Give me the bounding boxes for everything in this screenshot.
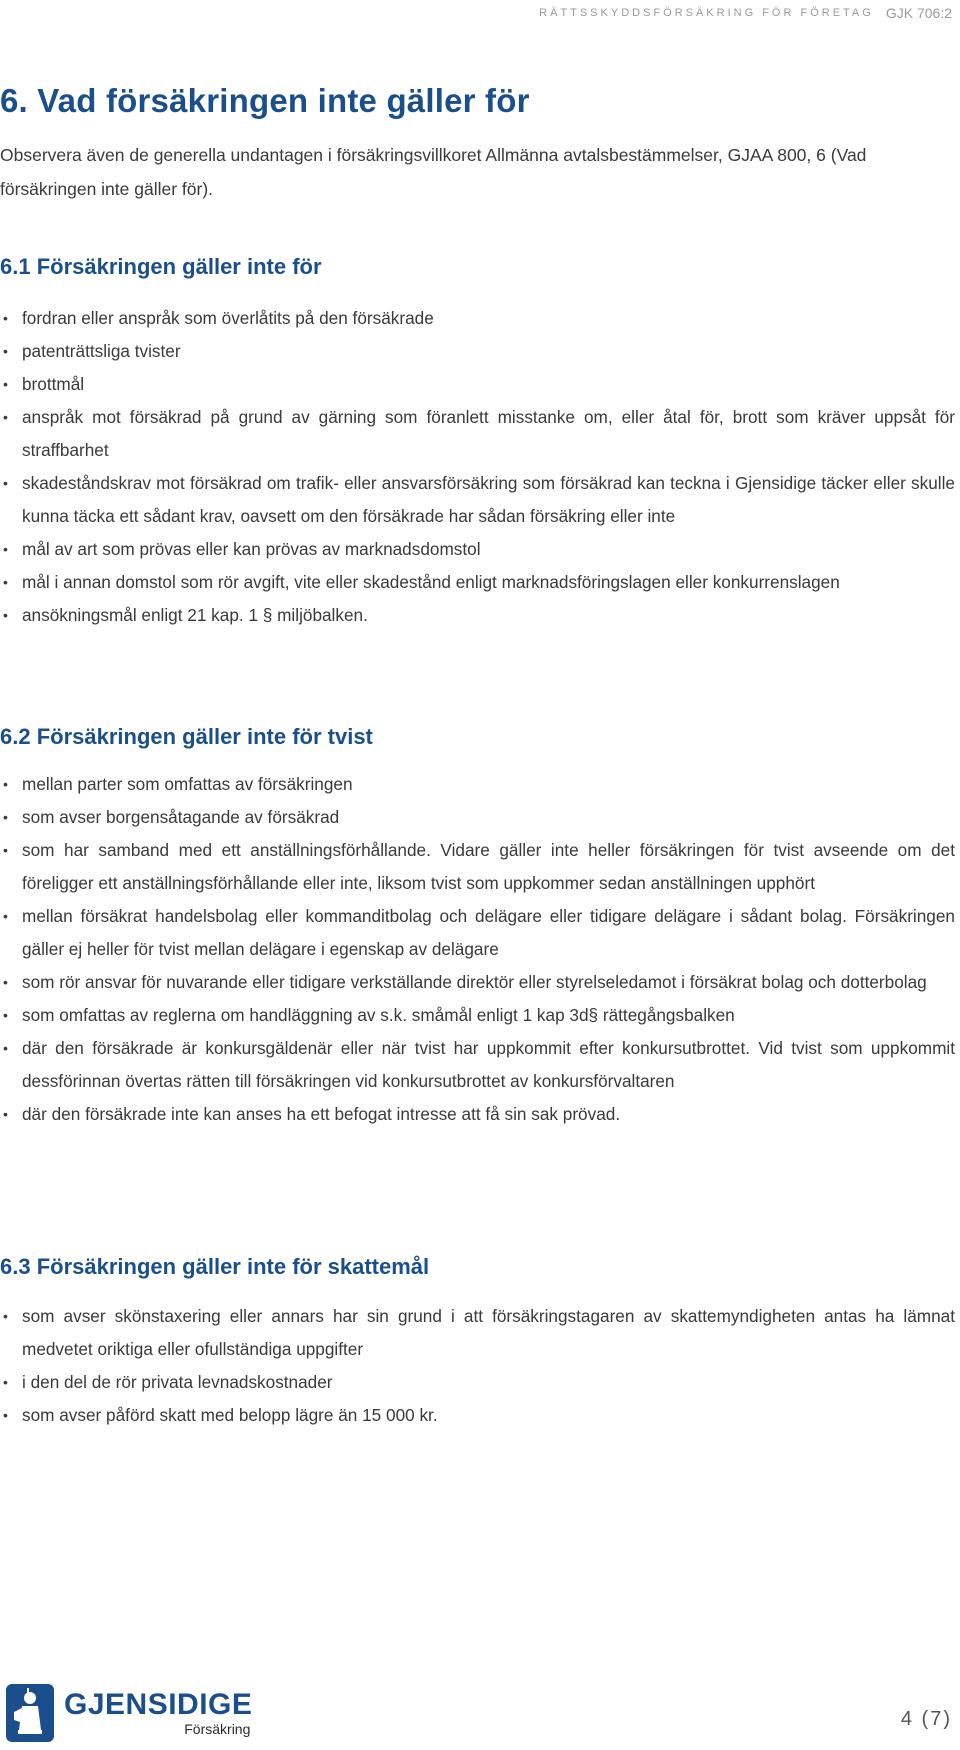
bullet-icon: • [3,376,8,392]
subsection-heading-6-2: 6.2 Försäkringen gäller inte för tvist [0,724,373,749]
list-item: • som har samband med ett anställningsförhållande. Vidare gäller inte heller försäkringen för tvist avseende om det föreligger ett anställningsförhållande eller inte, liksom tvist som uppkommer sedan anställningen upphört [0,834,955,900]
knight-emblem-icon [0,1682,60,1744]
bullet-icon: • [3,541,8,557]
bullet-icon: • [3,809,8,825]
list-item: • skadeståndskrav mot försäkrad om trafik- eller ansvarsförsäkring som försäkrad kan teckna i Gjensidige täcker eller skulle kunna täcka ett sådant krav, oavsett om den försäkrade har sådan försäkring eller inte [0,467,955,533]
gjensidige-logo [0,1678,252,1748]
logo-name: GJENSIDIGE [64,1688,253,1721]
list-item: • som avser skönstaxering eller annars har sin grund i att försäkringstagaren av skattemyndigheten antas ha lämnat medvetet oriktiga eller ofullständiga uppgifter [0,1300,955,1366]
list-item: • där den försäkrade är konkursgäldenär eller när tvist har uppkommit efter konkursutbrottet. Vid tvist som uppkommit dessförinnan övertas rätten till försäkringen vid konkursutbrottet av konkursförvaltaren [0,1032,955,1098]
bullet-icon: • [3,776,8,792]
list-item: • brottmål [0,368,955,401]
list-item: • mål av art som prövas eller kan prövas av marknadsdomstol [0,533,955,566]
list-item: • fordran eller anspråk som överlåtits på den försäkrade [0,302,955,335]
list-item: • mellan försäkrat handelsbolag eller kommanditbolag och delägare eller tidigare delägare i sådant bolag. Försäkringen gäller ej heller för tvist mellan delägare i egenskap av delägare [0,900,955,966]
bullet-icon: • [3,607,8,623]
page-number: 4 (7) [900,1708,952,1730]
list-item: • ansökningsmål enligt 21 kap. 1 § miljöbalken. [0,599,955,632]
list-item: • i den del de rör privata levnadskostnader [0,1366,955,1399]
exclusion-list-6-1 [0,302,955,632]
bullet-icon: • [3,842,8,858]
exclusion-list-6-3 [0,1300,955,1432]
exclusion-list-6-2 [0,768,955,1131]
bullet-icon: • [3,1374,8,1390]
bullet-icon: • [3,574,8,590]
bullet-icon: • [3,310,8,326]
bullet-icon: • [3,1007,8,1023]
bullet-icon: • [3,475,8,491]
bullet-icon: • [3,974,8,990]
bullet-icon: • [3,1040,8,1056]
bullet-icon: • [3,1407,8,1423]
list-item: • som avser borgensåtagande av försäkrad [0,801,955,834]
list-item: • anspråk mot försäkrad på grund av gärning som föranlett misstanke om, eller åtal för, brott som kräver uppsåt för straffbarhet [0,401,955,467]
subsection-heading-6-1: 6.1 Försäkringen gäller inte för [0,254,322,279]
subsection-heading-6-3: 6.3 Försäkringen gäller inte för skattemål [0,1254,430,1279]
list-item: • som omfattas av reglerna om handläggning av s.k. småmål enligt 1 kap 3d§ rättegångsbalken [0,999,955,1032]
list-item: • patenträttsliga tvister [0,335,955,368]
document-series-title: RÄTTSSKYDDSFÖRSÄKRING FÖR FÖRETAG [539,7,874,19]
list-item: • som rör ansvar för nuvarande eller tidigare verkställande direktör eller styrelseledamot i försäkrat bolag och dotterbolag [0,966,955,999]
bullet-icon: • [3,409,8,425]
bullet-icon: • [3,908,8,924]
bullet-icon: • [3,1308,8,1324]
list-item: • där den försäkrade inte kan anses ha ett befogat intresse att få sin sak prövad. [0,1098,955,1131]
document-code: GJK 706:2 [885,5,952,21]
bullet-icon: • [3,1106,8,1122]
list-item: • som avser påförd skatt med belopp lägre än 15 000 kr. [0,1399,955,1432]
section-heading: 6. Vad försäkringen inte gäller för [0,82,530,119]
list-item: • mellan parter som omfattas av försäkringen [0,768,955,801]
section-intro: Observera även de generella undantagen i försäkringsvillkoret Allmänna avtalsbestämmelser, GJAA 800, 6 (Vad försäkringen inte gäller för). [0,145,867,199]
logo-tagline: Försäkring [184,1721,251,1737]
list-item: • mål i annan domstol som rör avgift, vite eller skadestånd enligt marknadsföringslagen eller konkurrenslagen [0,566,955,599]
running-header [0,0,952,26]
logo-wordmark [64,1689,252,1737]
bullet-icon: • [3,343,8,359]
